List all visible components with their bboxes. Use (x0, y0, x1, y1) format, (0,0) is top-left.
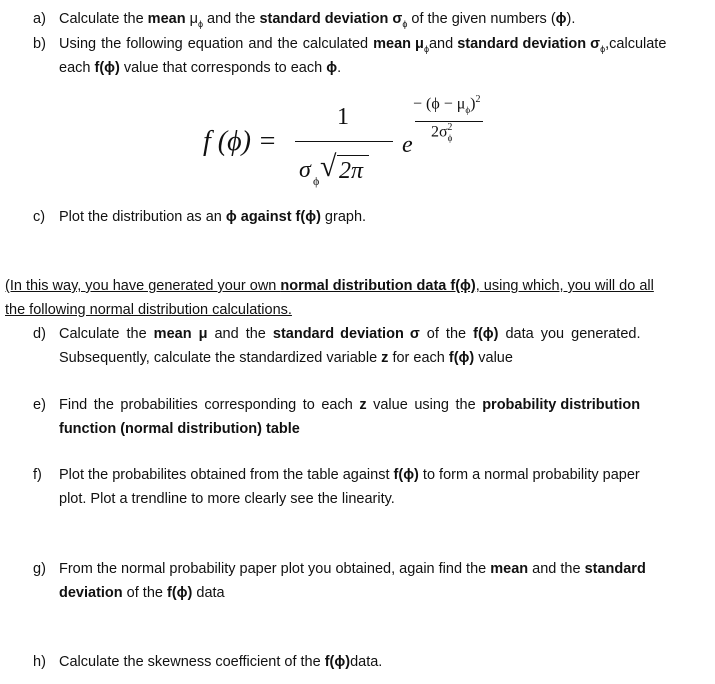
subscript: ϕ (402, 18, 408, 29)
bold-text: f(ϕ) (393, 467, 419, 483)
text: Calculate the (59, 11, 148, 27)
subscript: ϕ (423, 43, 429, 54)
bold-text: standard deviation (259, 11, 389, 27)
exponent-numerator-text: − (ϕ − μ (413, 95, 466, 113)
text: data. (350, 654, 383, 670)
text: Plot the probabilites obtained from the table against (59, 467, 394, 483)
item-b-text-line2 (59, 59, 341, 77)
bold-text: mean μ (153, 326, 208, 342)
text: and the (203, 11, 260, 27)
item-f (33, 466, 42, 484)
item-g-text (59, 560, 646, 578)
item-g-label: g) (33, 561, 46, 577)
text: the following normal distribution calculations. (5, 302, 292, 318)
sqrt-icon: √ (320, 150, 337, 183)
denominator-radicand: 2π (339, 158, 364, 184)
denominator-sigma: σ (299, 157, 311, 183)
exponent-numerator (413, 94, 480, 115)
text: Find the probabilities corresponding to each (59, 397, 360, 413)
bold-text: mean (147, 11, 186, 27)
item-b-text (59, 35, 687, 58)
item-e (33, 396, 46, 414)
text: Using the following equation and the calculated (59, 36, 374, 52)
subscript: ϕ (600, 43, 606, 54)
exponent-numerator-close: ) (470, 95, 476, 113)
equation-lhs: f (ϕ) = (203, 126, 277, 157)
item-d-text-line2 (59, 349, 513, 367)
bold-text: mean (373, 36, 412, 52)
text: value that corresponds to each (119, 60, 327, 76)
text: . (337, 60, 342, 76)
bold-text: standard (584, 561, 646, 577)
bold-text: z (359, 397, 367, 413)
item-g (33, 560, 46, 578)
bold-text: standard deviation (457, 36, 587, 52)
item-a-label: a) (33, 11, 46, 27)
exponent-denominator-sup: 2 (447, 122, 453, 133)
equation-numerator: 1 (337, 104, 349, 130)
bold-text: z (381, 350, 389, 366)
bold-text: function (normal distribution) table (59, 421, 300, 437)
text: Subsequently, calculate the standardized variable (59, 350, 382, 366)
text: Plot the distribution as an (59, 209, 226, 225)
item-b (33, 35, 46, 53)
text: graph. (320, 209, 367, 225)
text: From the normal probability paper plot you obtained, again find the (59, 561, 491, 577)
bold-text: f(ϕ) (94, 60, 120, 76)
exponent-numerator-sub: ϕ (465, 104, 471, 115)
item-d-text (59, 325, 687, 343)
item-f-text-line2 (59, 490, 395, 508)
item-c-label: c) (33, 209, 46, 225)
text: Calculate the skewness coefficient of the (59, 654, 325, 670)
bold-text: ϕ (326, 60, 338, 76)
item-a-text (59, 10, 575, 33)
item-f-text (59, 466, 640, 484)
note-line1 (5, 277, 685, 295)
bold-text: f(ϕ) (448, 350, 475, 366)
item-g-text-line2 (59, 584, 225, 602)
item-h-label: h) (33, 654, 46, 670)
text: plot. Plot a trendline to more clearly see the linearity. (59, 491, 395, 507)
mu-symbol: μ (185, 11, 198, 27)
item-b-label: b) (33, 36, 46, 52)
denominator-sigma-sub: ϕ (313, 174, 320, 188)
sqrt-bar (337, 155, 369, 156)
text: and the (528, 561, 585, 577)
text: , using which, you will do all (475, 278, 654, 294)
text: for each (388, 350, 449, 366)
item-e-text (59, 396, 640, 414)
bold-text: f(ϕ) (167, 585, 193, 601)
bold-text: ϕ against f(ϕ) (225, 209, 321, 225)
text: value (474, 350, 513, 366)
item-h-text (59, 653, 382, 671)
text: to form a normal probability paper (418, 467, 640, 483)
bold-text: probability distribution (482, 397, 641, 413)
bold-text: deviation (59, 585, 123, 601)
fraction-bar (295, 141, 393, 142)
exponential-base: e (402, 132, 413, 158)
text: data you generated. (498, 326, 641, 342)
exponent-denominator-sub: ϕ (447, 132, 453, 143)
item-h (33, 653, 46, 671)
text: ). (566, 11, 576, 27)
subscript: ϕ (197, 18, 203, 29)
item-f-label: f) (33, 467, 42, 483)
sigma-symbol: σ (586, 36, 601, 52)
text: (In this way, you have generated your own (5, 278, 281, 294)
text: each (59, 60, 95, 76)
text: value using the (366, 397, 483, 413)
text: of the (419, 326, 474, 342)
bold-text: mean (490, 561, 529, 577)
sigma-symbol: σ (388, 11, 403, 27)
item-c (33, 208, 45, 226)
text: and the (207, 326, 273, 342)
text: Calculate the (59, 326, 154, 342)
item-a (33, 10, 46, 28)
bold-text: f(ϕ) (324, 654, 351, 670)
note-line2 (5, 301, 292, 319)
bold-text: ϕ (555, 11, 567, 27)
exponent-denominator (431, 122, 457, 143)
bold-text: standard deviation σ (272, 326, 420, 342)
bold-text: f(ϕ) (473, 326, 499, 342)
item-e-text-line2 (59, 420, 300, 438)
exponent-numerator-sup: 2 (475, 94, 481, 105)
mu-symbol: μ (411, 36, 424, 52)
item-e-label: e) (33, 397, 46, 413)
text: and (428, 36, 458, 52)
text: ,calculate (605, 36, 667, 52)
text: of the (122, 585, 167, 601)
text: of the given numbers ( (407, 11, 556, 27)
exponent-denominator-text: 2σ (431, 123, 448, 141)
normal-distribution-equation (195, 88, 505, 198)
item-d (33, 325, 46, 343)
text: data (192, 585, 225, 601)
bold-text: normal distribution data f(ϕ) (280, 278, 476, 294)
item-c-text (59, 208, 366, 226)
item-d-label: d) (33, 326, 46, 342)
